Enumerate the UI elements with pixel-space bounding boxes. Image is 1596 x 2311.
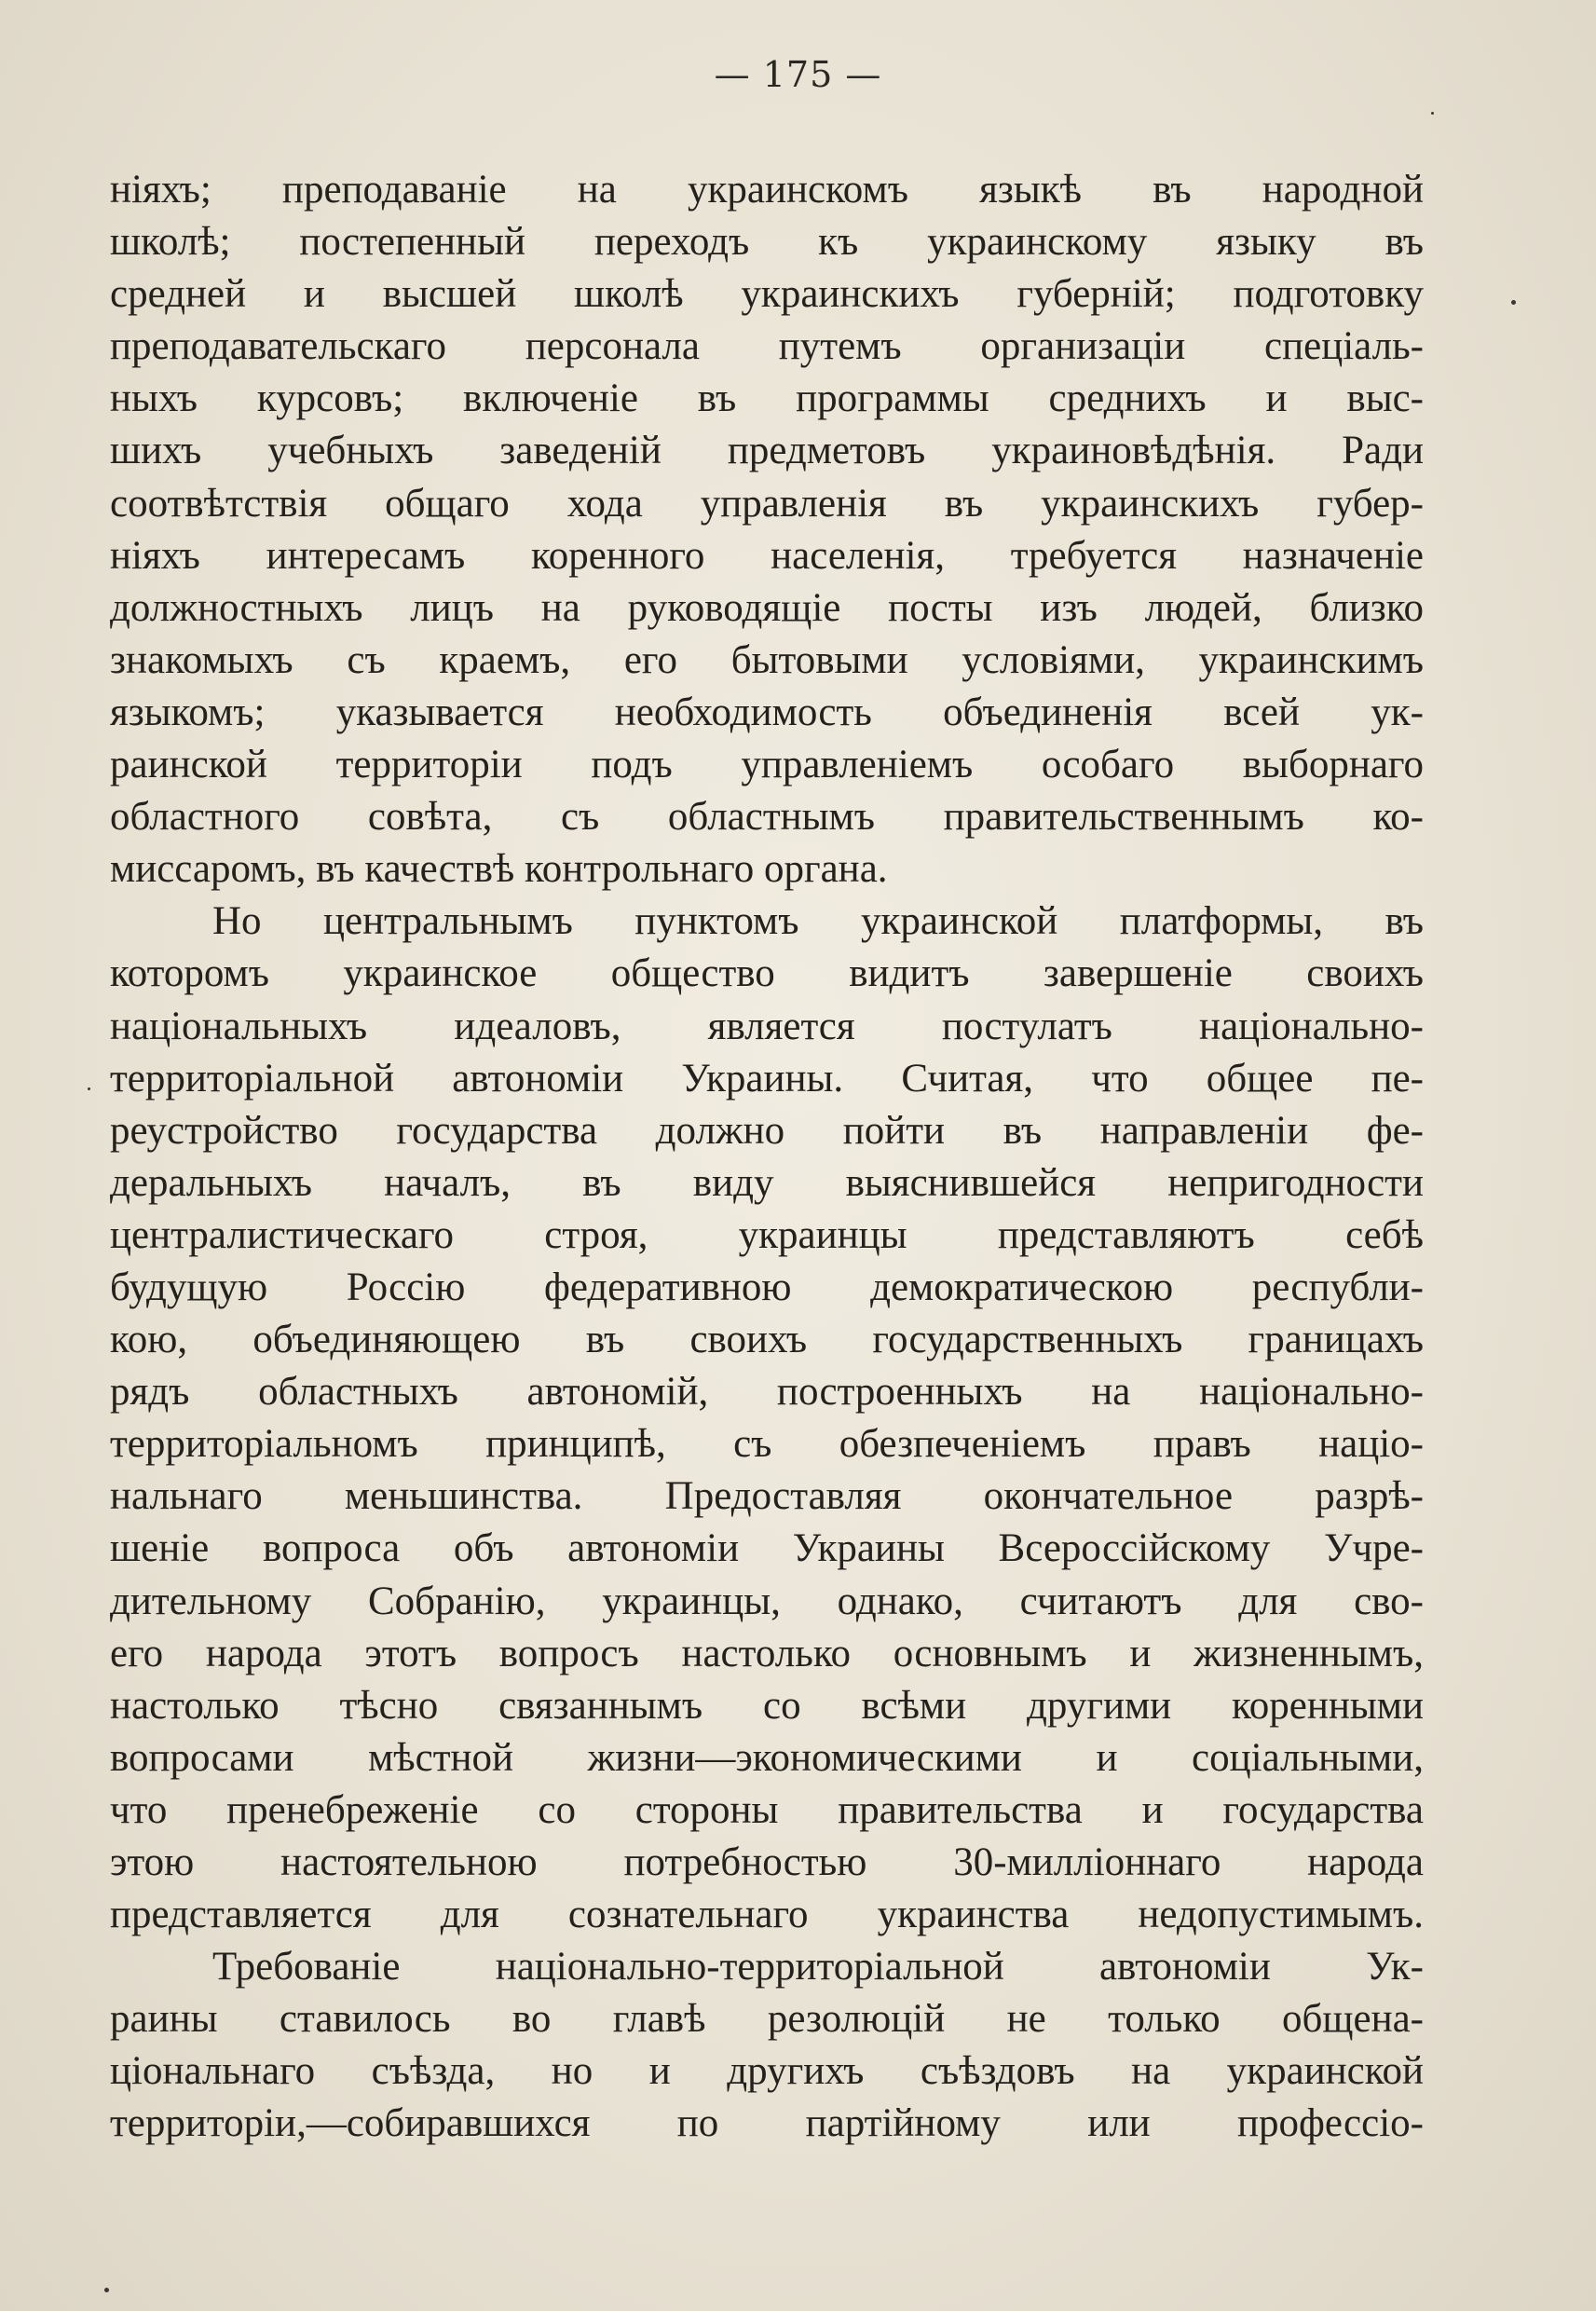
text-line: что пренебреженіе со стороны правительства и государства xyxy=(110,1787,1424,1832)
body-text xyxy=(110,164,1424,2151)
text-line: Но центральнымъ пунктомъ украинской платформы, въ xyxy=(212,899,1424,944)
text-line: вопросами мѣстной жизни—экономическими и соціальными, xyxy=(110,1735,1424,1780)
text-line: нальнаго меньшинства. Предоставляя окончательное разрѣ- xyxy=(110,1474,1424,1519)
text-line: которомъ украинское общество видитъ завершеніе своихъ xyxy=(110,951,1424,996)
text-line: дительному Собранію, украинцы, однако, считаютъ для сво- xyxy=(110,1579,1424,1623)
text-line: представляется для сознательнаго украинства недопустимымъ. xyxy=(110,1893,1424,1937)
text-line: настолько тѣсно связаннымъ со всѣми другими коренными xyxy=(110,1683,1424,1728)
text-line: ніяхъ интересамъ коренного населенія, требуется назначеніе xyxy=(110,533,1424,578)
text-line: будущую Россію федеративною демократическою республи- xyxy=(110,1265,1424,1309)
text-line: кою, объединяющею въ своихъ государственныхъ границахъ xyxy=(110,1318,1424,1362)
text-line: его народа этотъ вопросъ настолько основнымъ и жизненнымъ, xyxy=(110,1631,1424,1675)
text-line: Требованіе національно-территоріальной автономіи Ук- xyxy=(212,1945,1424,1990)
text-line: знакомыхъ съ краемъ, его бытовыми условіями, украинскимъ xyxy=(110,637,1424,682)
text-line: должностныхъ лицъ на руководящіе посты изъ людей, близко xyxy=(110,585,1424,630)
text-line: раинской территоріи подъ управленіемъ особаго выборнаго xyxy=(110,743,1424,787)
text-line: національныхъ идеаловъ, является постулатъ національно- xyxy=(110,1004,1424,1048)
text-line: преподавательскаго персонала путемъ организаціи спеціаль- xyxy=(110,324,1424,369)
text-line: языкомъ; указывается необходимость объединенія всей ук- xyxy=(110,690,1424,734)
text-line: централистическаго строя, украинцы представляютъ себѣ xyxy=(110,1212,1424,1257)
text-line: территоріи,—собиравшихся по партійному или профессіо- xyxy=(110,2101,1424,2146)
text-line: территоріальной автономіи Украины. Считая, что общее пе- xyxy=(110,1056,1424,1101)
text-line: школѣ; постепенный переходъ къ украинскому языку въ xyxy=(110,220,1424,265)
text-line: соотвѣтствія общаго хода управленія въ украинскихъ губер- xyxy=(110,481,1424,526)
text-line: раины ставилось во главѣ резолюцій не только общена- xyxy=(110,1997,1424,2042)
text-line: средней и высшей школѣ украинскихъ губерній; подготовку xyxy=(110,272,1424,317)
text-line: реустройство государства должно пойти въ направленіи фе- xyxy=(110,1108,1424,1153)
text-line: областного совѣта, съ областнымъ правительственнымъ ко- xyxy=(110,795,1424,840)
text-line: шихъ учебныхъ заведеній предметовъ украиновѣдѣнія. Ради xyxy=(110,429,1424,473)
text-line: рядъ областныхъ автономій, построенныхъ на національно- xyxy=(110,1370,1424,1415)
text-line: деральныхъ началъ, въ виду выяснившейся непригодности xyxy=(110,1160,1424,1205)
text-line: ціональнаго съѣзда, но и другихъ съѣздовъ на украинской xyxy=(110,2049,1424,2094)
text-line: ніяхъ; преподаваніе на украинскомъ языкѣ въ народной xyxy=(110,168,1424,212)
text-line: ныхъ курсовъ; включеніе въ программы среднихъ и выс- xyxy=(110,376,1424,421)
text-line: миссаромъ, въ качествѣ контрольнаго органа. xyxy=(110,847,888,892)
text-line: территоріальномъ принципѣ, съ обезпеченіемъ правъ націо- xyxy=(110,1422,1424,1467)
text-line: этою настоятельною потребностью 30-милліоннаго народа xyxy=(110,1840,1424,1884)
text-line: шеніе вопроса объ автономіи Украины Всероссійскому Учре- xyxy=(110,1526,1424,1571)
page-number: — 175 — xyxy=(714,54,882,95)
